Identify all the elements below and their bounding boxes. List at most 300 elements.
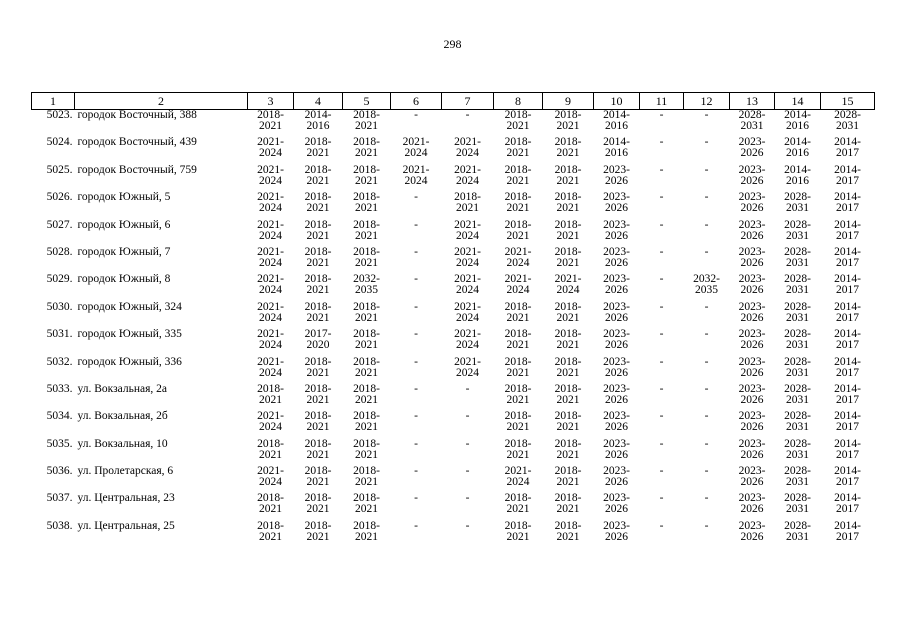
year-range: 2014- 2016 bbox=[603, 109, 630, 132]
table-row bbox=[32, 110, 875, 138]
year-range: 2028- 2031 bbox=[784, 492, 811, 516]
cell-col-4 bbox=[294, 247, 343, 274]
empty-dash: - bbox=[414, 191, 418, 204]
cell-col-3 bbox=[248, 521, 294, 548]
year-range: 2014- 2017 bbox=[834, 328, 861, 352]
column-header-7: 7 bbox=[442, 93, 494, 110]
cell-col-11 bbox=[640, 274, 684, 301]
year-range: 2018- 2021 bbox=[504, 136, 532, 160]
cell-col-9 bbox=[543, 384, 594, 411]
year-range: 2018- 2021 bbox=[304, 382, 332, 406]
year-range: 2021- 2024 bbox=[257, 136, 284, 160]
cell-col-6 bbox=[391, 439, 442, 466]
year-range: 2018- 2021 bbox=[257, 382, 284, 406]
cell-col-14 bbox=[775, 439, 821, 466]
cell-col-13 bbox=[730, 357, 775, 384]
cell-col-8 bbox=[494, 384, 543, 411]
year-range: 2018- 2021 bbox=[257, 109, 284, 132]
year-range: 2028- 2031 bbox=[738, 109, 766, 132]
cell-col-6 bbox=[391, 110, 442, 138]
empty-dash: - bbox=[414, 355, 418, 368]
row-address: ул. Центральная, 25 bbox=[77, 519, 175, 532]
year-range: 2018- 2021 bbox=[304, 300, 332, 324]
cell-col-5 bbox=[343, 165, 391, 192]
year-range: 2014- 2017 bbox=[834, 163, 861, 187]
cell-col-5 bbox=[343, 466, 391, 493]
row-number: 5030. bbox=[46, 300, 73, 313]
cell-col-5 bbox=[343, 302, 391, 329]
empty-dash: - bbox=[704, 191, 709, 204]
schedule-table bbox=[31, 92, 875, 548]
year-range: 2023- 2026 bbox=[738, 519, 766, 543]
year-range: 2021- 2024 bbox=[257, 163, 284, 187]
cell-col-9 bbox=[543, 192, 594, 219]
empty-dash: - bbox=[414, 382, 418, 395]
year-range: 2018- 2021 bbox=[554, 218, 582, 242]
column-header-4: 4 bbox=[294, 93, 343, 110]
year-range: 2018- 2021 bbox=[554, 410, 582, 434]
cell-col-3 bbox=[248, 329, 294, 356]
cell-col-9 bbox=[543, 521, 594, 548]
year-range: 2018- 2021 bbox=[304, 465, 332, 489]
cell-col-12 bbox=[684, 302, 730, 329]
year-range: 2028- 2031 bbox=[784, 355, 811, 379]
empty-dash: - bbox=[465, 519, 470, 532]
empty-dash: - bbox=[704, 410, 709, 423]
year-range: 2018- 2021 bbox=[504, 109, 532, 132]
cell-col-15 bbox=[821, 220, 875, 247]
row-address: городок Южный, 8 bbox=[77, 273, 171, 286]
cell-col-7 bbox=[442, 439, 494, 466]
cell-col-6 bbox=[391, 302, 442, 329]
year-range: 2023- 2026 bbox=[738, 300, 766, 324]
year-range: 2023- 2026 bbox=[738, 163, 766, 187]
column-header-9: 9 bbox=[543, 93, 594, 110]
table-row bbox=[32, 137, 875, 164]
empty-dash: - bbox=[659, 328, 664, 341]
cell-col-5 bbox=[343, 493, 391, 520]
year-range: 2023- 2026 bbox=[603, 218, 630, 242]
cell-col-14 bbox=[775, 137, 821, 164]
year-range: 2028- 2031 bbox=[834, 109, 861, 132]
year-range: 2021- 2024 bbox=[257, 273, 284, 297]
table-row bbox=[32, 521, 875, 548]
year-range: 2021- 2024 bbox=[454, 163, 481, 187]
year-range: 2018- 2021 bbox=[353, 109, 380, 132]
cell-col-8 bbox=[494, 274, 543, 301]
row-number: 5025. bbox=[46, 163, 73, 176]
year-range: 2021- 2024 bbox=[402, 163, 430, 187]
cell-col-7 bbox=[442, 110, 494, 138]
year-range: 2014- 2017 bbox=[834, 273, 861, 297]
cell-col-3 bbox=[248, 247, 294, 274]
year-range: 2018- 2021 bbox=[504, 355, 532, 379]
cell-col-10 bbox=[594, 137, 640, 164]
cell-col-7 bbox=[442, 302, 494, 329]
cell-col-3 bbox=[248, 137, 294, 164]
year-range: 2017- 2020 bbox=[304, 328, 332, 352]
year-range: 2018- 2021 bbox=[554, 382, 582, 406]
cell-col-11 bbox=[640, 521, 684, 548]
year-range: 2014- 2017 bbox=[834, 519, 861, 543]
cell-col-15 bbox=[821, 329, 875, 356]
empty-dash: - bbox=[465, 492, 470, 505]
cell-col-3 bbox=[248, 220, 294, 247]
cell-col-7 bbox=[442, 220, 494, 247]
cell-col-9 bbox=[543, 439, 594, 466]
cell-col-9 bbox=[543, 357, 594, 384]
cell-col-6 bbox=[391, 329, 442, 356]
year-range: 2018- 2021 bbox=[353, 300, 380, 324]
empty-dash: - bbox=[659, 519, 664, 532]
cell-col-10 bbox=[594, 329, 640, 356]
column-header-2: 2 bbox=[75, 93, 248, 110]
cell-col-13 bbox=[730, 137, 775, 164]
year-range: 2023- 2026 bbox=[738, 245, 766, 269]
cell-col-5 bbox=[343, 192, 391, 219]
cell-col-6 bbox=[391, 357, 442, 384]
row-address: городок Южный, 336 bbox=[77, 355, 182, 368]
year-range: 2028- 2031 bbox=[784, 273, 811, 297]
cell-col-6 bbox=[391, 493, 442, 520]
column-header-5: 5 bbox=[343, 93, 391, 110]
empty-dash: - bbox=[659, 163, 664, 176]
cell-col-13 bbox=[730, 439, 775, 466]
cell-col-7 bbox=[442, 329, 494, 356]
year-range: 2014- 2017 bbox=[834, 465, 861, 489]
empty-dash: - bbox=[465, 109, 470, 121]
cell-col-14 bbox=[775, 110, 821, 138]
empty-dash: - bbox=[659, 382, 664, 395]
empty-dash: - bbox=[704, 382, 709, 395]
cell-col-4 bbox=[294, 165, 343, 192]
year-range: 2023- 2026 bbox=[603, 437, 630, 461]
cell-col-6 bbox=[391, 220, 442, 247]
year-range: 2018- 2021 bbox=[304, 273, 332, 297]
column-header-1: 1 bbox=[32, 93, 75, 110]
cell-col-5 bbox=[343, 137, 391, 164]
cell-col-9 bbox=[543, 247, 594, 274]
empty-dash: - bbox=[659, 245, 664, 258]
cell-col-11 bbox=[640, 302, 684, 329]
cell-col-12 bbox=[684, 521, 730, 548]
row-address: городок Восточный, 388 bbox=[77, 109, 197, 121]
cell-col-8 bbox=[494, 137, 543, 164]
row-number: 5037. bbox=[46, 492, 73, 505]
empty-dash: - bbox=[704, 136, 709, 149]
cell-col-8 bbox=[494, 493, 543, 520]
empty-dash: - bbox=[465, 465, 470, 478]
year-range: 2021- 2024 bbox=[504, 245, 532, 269]
table-row bbox=[32, 384, 875, 411]
year-range: 2018- 2021 bbox=[554, 355, 582, 379]
year-range: 2023- 2026 bbox=[738, 355, 766, 379]
year-range: 2018- 2021 bbox=[353, 492, 380, 516]
cell-col-7 bbox=[442, 466, 494, 493]
cell-col-5 bbox=[343, 329, 391, 356]
column-header-15: 15 bbox=[821, 93, 875, 110]
cell-col-8 bbox=[494, 302, 543, 329]
empty-dash: - bbox=[659, 191, 664, 204]
year-range: 2018- 2021 bbox=[554, 191, 582, 215]
year-range: 2018- 2021 bbox=[504, 163, 532, 187]
cell-col-10 bbox=[594, 192, 640, 219]
table-row bbox=[32, 165, 875, 192]
year-range: 2018- 2021 bbox=[554, 465, 582, 489]
cell-col-9 bbox=[543, 110, 594, 138]
cell-col-11 bbox=[640, 493, 684, 520]
year-range: 2023- 2026 bbox=[738, 136, 766, 160]
year-range: 2021- 2024 bbox=[454, 328, 481, 352]
year-range: 2018- 2021 bbox=[504, 218, 532, 242]
row-address: ул. Центральная, 23 bbox=[77, 492, 175, 505]
cell-col-11 bbox=[640, 411, 684, 438]
year-range: 2014- 2017 bbox=[834, 300, 861, 324]
cell-col-10 bbox=[594, 466, 640, 493]
year-range: 2018- 2021 bbox=[353, 328, 380, 352]
cell-col-10 bbox=[594, 357, 640, 384]
row-number: 5023. bbox=[46, 109, 73, 121]
empty-dash: - bbox=[704, 492, 709, 505]
year-range: 2018- 2021 bbox=[353, 163, 380, 187]
cell-col-8 bbox=[494, 357, 543, 384]
cell-col-11 bbox=[640, 466, 684, 493]
column-header-11: 11 bbox=[640, 93, 684, 110]
cell-col-4 bbox=[294, 493, 343, 520]
year-range: 2018- 2021 bbox=[353, 136, 380, 160]
cell-col-6 bbox=[391, 165, 442, 192]
cell-col-12 bbox=[684, 411, 730, 438]
empty-dash: - bbox=[704, 245, 709, 258]
cell-col-10 bbox=[594, 274, 640, 301]
cell-col-15 bbox=[821, 521, 875, 548]
table-body bbox=[32, 110, 875, 549]
empty-dash: - bbox=[659, 355, 664, 368]
year-range: 2014- 2016 bbox=[603, 136, 630, 160]
year-range: 2028- 2031 bbox=[784, 245, 811, 269]
cell-col-3 bbox=[248, 165, 294, 192]
cell-col-15 bbox=[821, 192, 875, 219]
cell-col-14 bbox=[775, 302, 821, 329]
year-range: 2014- 2016 bbox=[784, 136, 811, 160]
year-range: 2018- 2021 bbox=[504, 410, 532, 434]
cell-col-13 bbox=[730, 192, 775, 219]
year-range: 2023- 2026 bbox=[603, 191, 630, 215]
year-range: 2028- 2031 bbox=[784, 519, 811, 543]
year-range: 2021- 2024 bbox=[454, 273, 481, 297]
row-address: городок Восточный, 759 bbox=[77, 163, 197, 176]
year-range: 2018- 2021 bbox=[554, 492, 582, 516]
cell-col-5 bbox=[343, 384, 391, 411]
cell-col-14 bbox=[775, 247, 821, 274]
year-range: 2014- 2017 bbox=[834, 191, 861, 215]
cell-col-4 bbox=[294, 466, 343, 493]
cell-col-10 bbox=[594, 439, 640, 466]
cell-col-13 bbox=[730, 521, 775, 548]
cell-col-7 bbox=[442, 357, 494, 384]
empty-dash: - bbox=[659, 465, 664, 478]
year-range: 2018- 2021 bbox=[304, 245, 332, 269]
cell-col-5 bbox=[343, 439, 391, 466]
cell-col-11 bbox=[640, 110, 684, 138]
cell-col-15 bbox=[821, 274, 875, 301]
row-address: городок Южный, 6 bbox=[77, 218, 171, 231]
year-range: 2018- 2021 bbox=[554, 300, 582, 324]
empty-dash: - bbox=[414, 109, 418, 121]
column-header-14: 14 bbox=[775, 93, 821, 110]
cell-col-14 bbox=[775, 411, 821, 438]
row-number: 5035. bbox=[46, 437, 73, 450]
cell-col-11 bbox=[640, 329, 684, 356]
cell-col-11 bbox=[640, 384, 684, 411]
year-range: 2028- 2031 bbox=[784, 328, 811, 352]
cell-col-7 bbox=[442, 165, 494, 192]
year-range: 2021- 2024 bbox=[257, 300, 284, 324]
cell-col-9 bbox=[543, 411, 594, 438]
cell-col-6 bbox=[391, 521, 442, 548]
cell-col-5 bbox=[343, 411, 391, 438]
row-address: городок Южный, 7 bbox=[77, 245, 171, 258]
year-range: 2021- 2024 bbox=[454, 136, 481, 160]
cell-col-8 bbox=[494, 247, 543, 274]
year-range: 2018- 2021 bbox=[504, 492, 532, 516]
cell-col-14 bbox=[775, 521, 821, 548]
cell-col-9 bbox=[543, 274, 594, 301]
cell-col-5 bbox=[343, 247, 391, 274]
cell-col-3 bbox=[248, 110, 294, 138]
year-range: 2018- 2021 bbox=[304, 492, 332, 516]
cell-col-6 bbox=[391, 247, 442, 274]
empty-dash: - bbox=[465, 437, 470, 450]
year-range: 2023- 2026 bbox=[603, 300, 630, 324]
year-range: 2014- 2017 bbox=[834, 136, 861, 160]
empty-dash: - bbox=[704, 465, 709, 478]
empty-dash: - bbox=[659, 410, 664, 423]
empty-dash: - bbox=[704, 355, 709, 368]
cell-col-11 bbox=[640, 247, 684, 274]
year-range: 2023- 2026 bbox=[603, 328, 630, 352]
empty-dash: - bbox=[414, 410, 418, 423]
year-range: 2021- 2024 bbox=[454, 218, 481, 242]
year-range: 2032- 2035 bbox=[353, 273, 380, 297]
cell-col-10 bbox=[594, 110, 640, 138]
cell-col-4 bbox=[294, 384, 343, 411]
cell-col-8 bbox=[494, 439, 543, 466]
cell-col-14 bbox=[775, 493, 821, 520]
empty-dash: - bbox=[659, 273, 664, 286]
year-range: 2021- 2024 bbox=[454, 245, 481, 269]
year-range: 2014- 2017 bbox=[834, 218, 861, 242]
year-range: 2018- 2021 bbox=[304, 437, 332, 461]
cell-col-4 bbox=[294, 192, 343, 219]
cell-col-8 bbox=[494, 411, 543, 438]
cell-col-13 bbox=[730, 384, 775, 411]
year-range: 2028- 2031 bbox=[784, 382, 811, 406]
cell-col-7 bbox=[442, 493, 494, 520]
cell-col-9 bbox=[543, 165, 594, 192]
cell-col-14 bbox=[775, 274, 821, 301]
year-range: 2014- 2017 bbox=[834, 382, 861, 406]
year-range: 2021- 2024 bbox=[257, 218, 284, 242]
cell-col-4 bbox=[294, 329, 343, 356]
cell-col-5 bbox=[343, 521, 391, 548]
year-range: 2021- 2024 bbox=[554, 273, 582, 297]
year-range: 2018- 2021 bbox=[554, 328, 582, 352]
cell-col-15 bbox=[821, 411, 875, 438]
cell-col-13 bbox=[730, 274, 775, 301]
cell-col-12 bbox=[684, 384, 730, 411]
empty-dash: - bbox=[704, 300, 709, 313]
cell-col-14 bbox=[775, 466, 821, 493]
year-range: 2018- 2021 bbox=[304, 410, 332, 434]
empty-dash: - bbox=[659, 492, 664, 505]
cell-col-12 bbox=[684, 329, 730, 356]
empty-dash: - bbox=[465, 410, 470, 423]
cell-col-14 bbox=[775, 329, 821, 356]
year-range: 2018- 2021 bbox=[257, 519, 284, 543]
row-number: 5038. bbox=[46, 519, 73, 532]
empty-dash: - bbox=[414, 218, 418, 231]
year-range: 2023- 2026 bbox=[603, 492, 630, 516]
year-range: 2023- 2026 bbox=[738, 465, 766, 489]
row-address: городок Восточный, 439 bbox=[77, 136, 197, 149]
cell-col-14 bbox=[775, 192, 821, 219]
cell-col-12 bbox=[684, 247, 730, 274]
year-range: 2028- 2031 bbox=[784, 300, 811, 324]
row-address: ул. Вокзальная, 2б bbox=[77, 410, 168, 423]
cell-col-13 bbox=[730, 466, 775, 493]
cell-col-12 bbox=[684, 192, 730, 219]
cell-col-15 bbox=[821, 357, 875, 384]
cell-col-7 bbox=[442, 274, 494, 301]
empty-dash: - bbox=[704, 437, 709, 450]
cell-col-11 bbox=[640, 220, 684, 247]
year-range: 2018- 2021 bbox=[353, 218, 380, 242]
column-header-6: 6 bbox=[391, 93, 442, 110]
year-range: 2014- 2016 bbox=[784, 109, 811, 132]
table-row bbox=[32, 192, 875, 219]
cell-col-6 bbox=[391, 384, 442, 411]
row-number: 5024. bbox=[46, 136, 73, 149]
empty-dash: - bbox=[414, 273, 418, 286]
column-header-12: 12 bbox=[684, 93, 730, 110]
cell-col-12 bbox=[684, 220, 730, 247]
empty-dash: - bbox=[414, 245, 418, 258]
year-range: 2018- 2021 bbox=[353, 437, 380, 461]
year-range: 2018- 2021 bbox=[304, 218, 332, 242]
cell-col-11 bbox=[640, 192, 684, 219]
year-range: 2014- 2016 bbox=[784, 163, 811, 187]
row-address: городок Южный, 5 bbox=[77, 191, 171, 204]
cell-col-5 bbox=[343, 110, 391, 138]
year-range: 2023- 2026 bbox=[603, 355, 630, 379]
year-range: 2018- 2021 bbox=[353, 191, 380, 215]
row-number: 5026. bbox=[46, 191, 73, 204]
year-range: 2021- 2024 bbox=[454, 300, 481, 324]
empty-dash: - bbox=[414, 519, 418, 532]
cell-col-8 bbox=[494, 329, 543, 356]
year-range: 2023- 2026 bbox=[738, 492, 766, 516]
cell-col-7 bbox=[442, 521, 494, 548]
year-range: 2028- 2031 bbox=[784, 410, 811, 434]
year-range: 2021- 2024 bbox=[257, 245, 284, 269]
year-range: 2018- 2021 bbox=[504, 519, 532, 543]
cell-col-13 bbox=[730, 411, 775, 438]
cell-col-4 bbox=[294, 274, 343, 301]
year-range: 2021- 2024 bbox=[257, 465, 284, 489]
cell-col-15 bbox=[821, 439, 875, 466]
cell-col-7 bbox=[442, 411, 494, 438]
